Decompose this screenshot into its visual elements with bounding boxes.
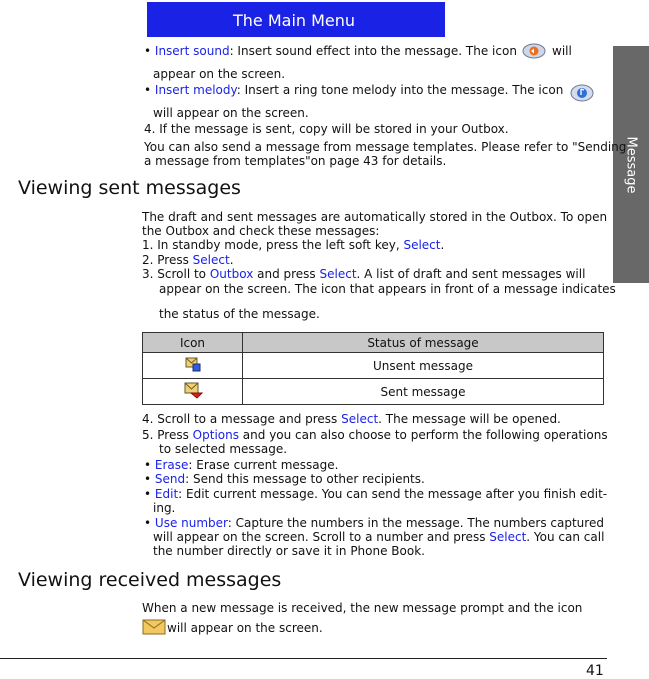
table-header-row bbox=[143, 333, 604, 353]
sent-intro-line1: The draft and sent messages are automatically stored in the Outbox. To open bbox=[142, 210, 608, 224]
section-side-tab bbox=[613, 46, 649, 283]
templates-note-line1: You can also send a message from message templates. Please refer to "Sending bbox=[144, 140, 627, 154]
page-header-bar bbox=[147, 2, 445, 37]
side-tab-label: Message bbox=[623, 136, 639, 193]
table-row bbox=[143, 353, 604, 379]
insert-sound-cont: appear on the screen. bbox=[153, 67, 286, 81]
heading-viewing-received: Viewing received messages bbox=[18, 569, 282, 591]
insert-sound-term: Insert sound bbox=[154, 44, 230, 58]
sent-step3-line3: the status of the message. bbox=[159, 307, 320, 321]
col-icon-header: Icon bbox=[143, 333, 243, 353]
sent-step3: 3. Scroll to Outbox and press Select. A list of draft and sent messages will bbox=[142, 267, 586, 281]
header-title: The Main Menu bbox=[233, 11, 356, 30]
insert-melody-cont: will appear on the screen. bbox=[153, 106, 309, 120]
col-status-header: Status of message bbox=[243, 333, 604, 353]
option-use-number-line3: the number directly or save it in Phone Book. bbox=[153, 544, 425, 558]
option-use-number-line2: will appear on the screen. Scroll to a number and press Select. You can call bbox=[153, 530, 605, 544]
message-status-table bbox=[142, 332, 604, 405]
sent-step4: 4. Scroll to a message and press Select. The message will be opened. bbox=[142, 412, 561, 426]
new-message-icon bbox=[142, 618, 166, 636]
sent-step1: 1. In standby mode, press the left soft key, Select. bbox=[142, 238, 445, 252]
sent-step5: 5. Press Options and you can also choose to perform the following operations bbox=[142, 428, 608, 442]
sent-intro-line2: the Outbox and check these messages: bbox=[142, 224, 380, 238]
templates-note-line2: a message from templates"on page 43 for details. bbox=[144, 154, 447, 168]
step4-outbox-note: 4. If the message is sent, copy will be stored in your Outbox. bbox=[144, 122, 509, 136]
option-edit: • Edit: Edit current message. You can send the message after you finish edit- bbox=[144, 487, 608, 501]
sound-icon bbox=[522, 42, 546, 59]
status-unsent: Unsent message bbox=[243, 353, 604, 379]
page-number: 41 bbox=[586, 663, 604, 679]
insert-sound-will: will bbox=[552, 44, 572, 58]
table-row bbox=[143, 379, 604, 405]
option-edit-line2: ing. bbox=[153, 501, 176, 515]
sent-step3-line2: appear on the screen. The icon that appears in front of a message indicates bbox=[159, 282, 616, 296]
received-line2: will appear on the screen. bbox=[167, 621, 323, 635]
heading-viewing-sent: Viewing sent messages bbox=[18, 177, 241, 199]
sent-message-icon bbox=[183, 388, 203, 402]
option-erase: • Erase: Erase current message. bbox=[144, 458, 339, 472]
status-sent: Sent message bbox=[243, 379, 604, 405]
melody-icon bbox=[570, 82, 594, 102]
sent-step2: 2. Press Select. bbox=[142, 253, 234, 267]
unsent-message-icon bbox=[184, 362, 202, 376]
insert-melody-term: Insert melody bbox=[154, 83, 237, 97]
received-line1: When a new message is received, the new message prompt and the icon bbox=[142, 601, 583, 615]
option-use-number: • Use number: Capture the numbers in the message. The numbers captured bbox=[144, 516, 604, 530]
option-send: • Send: Send this message to other recipients. bbox=[144, 472, 425, 486]
insert-sound-item: • Insert sound: Insert sound effect into the message. The icon bbox=[144, 44, 517, 58]
footer-divider bbox=[0, 658, 607, 659]
sent-step5-line2: to selected message. bbox=[159, 442, 288, 456]
insert-melody-item: • Insert melody: Insert a ring tone melody into the message. The icon bbox=[144, 83, 564, 97]
